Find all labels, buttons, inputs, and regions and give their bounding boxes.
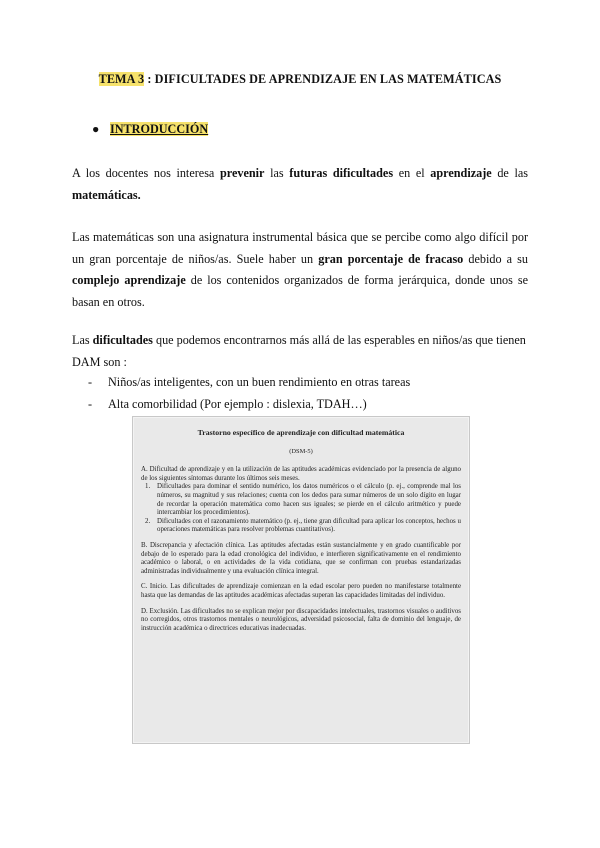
p1-text-2: las [264,166,290,180]
criterion-a [141,466,461,535]
p2-bold-2: complejo aprendizaje [72,273,186,287]
p1-bold-4: matemáticas. [72,187,141,202]
criterion-a-text: A. Dificultad de aprendizaje y en la utilización de las aptitudes académicas evidenciado por la presencia de alguno de los siguientes síntomas durante los últimos seis meses. [141,466,461,482]
list-item-text: Niños/as inteligentes, con un buen rendimiento en otras tareas [108,375,411,389]
p1-text-4: de las [491,166,528,180]
page-title [0,72,600,87]
criterion-c: C. Inicio. Las dificultades de aprendizaje comienzan en la edad escolar pero pueden no manifestarse totalmente hasta que las demandas de las aptitudes académicas afectadas superan las capacidades limitadas del individuo. [141,583,461,599]
p1-text-1: A los docentes nos interesa [72,166,220,180]
paragraph-prevention [72,163,528,206]
intro-heading [92,122,208,137]
list-item [88,394,410,416]
difficulties-list [88,372,410,415]
p1-text-3: en el [393,166,431,180]
list-dash: - [88,396,93,411]
list-item-text: Alta comorbilidad (Por ejemplo : dislexia, TDAH…) [108,396,367,411]
list-dash: - [88,375,93,389]
p3-text-1: Las [72,333,93,347]
criterion-d: D. Exclusión. Las dificultades no se explican mejor por discapacidades intelectuales, trastornos visuales o auditivos no corregidos, otros trastornos mentales o neurológicos, adversidad psicosocial, falta de dominio del lenguaje, de instrucción académica o directrices educativas inadecuadas. [141,607,461,632]
figure-title: Trastorno específico de aprendizaje con dificultad matemática [197,428,405,437]
dsm5-criteria-figure [132,416,470,744]
paragraph-difficulties [72,330,528,373]
p1-bold-1: prevenir [219,166,265,180]
criterion-a-item [145,518,461,535]
title-rest: : DIFICULTADES DE APRENDIZAJE EN LAS MATEMÁTICAS [144,72,502,86]
criterion-a-item [145,483,461,517]
item-text: Dificultades con el razonamiento matemático (p. ej., tiene gran dificultad para aplicar los conceptos, hechos u operaciones matemáticas para resolver problemas cuantitativos). [157,517,461,534]
item-number: 2. [145,517,151,525]
figure-subtitle: (DSM-5) [289,447,313,455]
p3-bold-1: dificultades [92,333,153,347]
p2-bold-1: gran porcentaje de fracaso [318,251,464,266]
p1-bold-2: futuras dificultades [289,166,394,180]
intro-heading-text: INTRODUCCIÓN [110,122,209,136]
p3-text-2: que podemos encontrarnos más allá de las esperables en niños/as que tienen DAM son : [72,333,526,369]
p1-bold-3: aprendizaje [430,166,492,180]
figure-content [141,425,461,735]
list-item [88,372,410,394]
item-number: 1. [145,483,151,491]
bullet-icon: ● [92,122,100,136]
title-highlight: TEMA 3 [98,72,145,86]
criterion-b: B. Discrepancia y afectación clínica. Las aptitudes afectadas están sustancialmente y en grado cuantificable por debajo de lo esperado para la edad cronológica del individuo, e interfieren significativamente en el rendimiento académico o laboral, o en actividades de la vida cotidiana, que se confirman con pruebas estandarizadas administradas individualmente y una evaluación clínica integral. [141,541,461,575]
p2-text-2: debido a su [463,251,528,266]
p2-text-1: Las matemáticas son una asignatura instrumental básica que se percibe como algo difícil por un gran porcentaje de niños/as. Suele haber un [72,230,528,266]
p2-text-3: de los contenidos organizados de forma jerárquica, donde unos se basan en otros. [72,273,528,309]
paragraph-instrumental [72,227,528,313]
item-text: Dificultades para dominar el sentido numérico, los datos numéricos o el cálculo (p. ej., comprende mal los números, su magnitud y sus relaciones; cuenta con los dedos para sumar números de un solo dígito en lugar de recordar la operación matemática como hacen sus iguales; se pierde en el cálculo aritmético y puede intercambiar los procedimientos). [157,483,461,517]
